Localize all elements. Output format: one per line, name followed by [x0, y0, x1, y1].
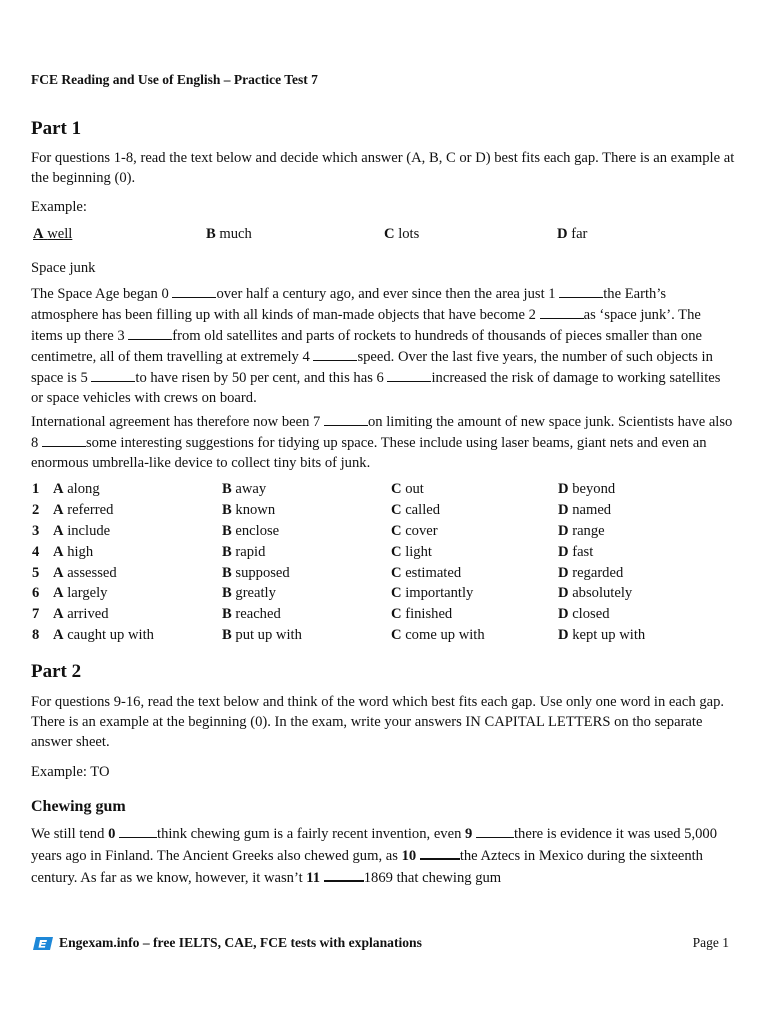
part2-instructions: For questions 9-16, read the text below and think of the word which best fits each gap. Use only one word in each gap. There is an example at the beginning (0). In the exam, write your answers IN CAPITAL LETTERS on tho separate answer sheet. — [31, 694, 725, 750]
question-row — [31, 606, 736, 627]
option-d: D kept up with — [558, 627, 646, 644]
option-b: B reached — [222, 606, 281, 623]
document-title: FCE Reading and Use of English – Practice Test 7 — [31, 72, 318, 87]
question-number: 5 — [32, 564, 40, 581]
option-a: A largely — [53, 585, 108, 602]
option-a: A high — [53, 543, 94, 560]
gap-6 — [387, 367, 431, 382]
option-a: A referred — [53, 501, 114, 518]
option-c: C come up with — [391, 627, 485, 644]
question-row — [31, 544, 736, 565]
question-number: 4 — [32, 543, 40, 560]
text-title-space-junk: Space junk — [31, 260, 96, 276]
part2-example: Example: TO — [31, 764, 110, 780]
part2-paragraph: We still tend 0 think chewing gum is a fairly recent invention, even 9 there is evidence it was used 5,000 years ago in Finland. The Ancient Greeks also chewed gum, as 10 the Aztecs in Mexico during the sixteenth century. As far as we know, however, it wasn’t 11 1869 that chewing gum — [31, 823, 736, 888]
gap-10 — [420, 844, 460, 860]
gap-3 — [128, 325, 172, 340]
option-c: C light — [391, 543, 432, 560]
option-a: A arrived — [53, 606, 109, 623]
option-c: C called — [391, 501, 441, 518]
option-b: B supposed — [222, 564, 290, 581]
gap-11 — [324, 866, 364, 882]
option-c: C cover — [391, 522, 438, 539]
question-row — [31, 502, 736, 523]
option-a: A assessed — [53, 564, 117, 581]
option-c: C out — [391, 481, 424, 497]
option-a: A along — [53, 481, 100, 497]
part1-instructions: For questions 1-8, read the text below and decide which answer (A, B, C or D) best fits each gap. There is an example at the beginning (0). — [31, 150, 735, 186]
option-b: B known — [222, 501, 276, 518]
gap-1 — [559, 283, 603, 298]
gap-2 — [540, 304, 584, 319]
question-number: 6 — [32, 585, 40, 602]
option-d: D range — [558, 522, 605, 539]
gap-0 — [119, 823, 157, 838]
option-d: D closed — [558, 606, 610, 623]
answer-options-table — [31, 481, 736, 648]
option-c: C importantly — [391, 585, 474, 602]
option-b: B rapid — [222, 543, 266, 560]
option-d: D named — [558, 501, 612, 518]
question-number: 7 — [32, 606, 40, 623]
question-row — [31, 627, 736, 648]
document-page — [31, 0, 736, 1024]
question-number: 2 — [32, 501, 40, 518]
option-b: B greatly — [222, 585, 276, 602]
gap-8 — [42, 432, 86, 447]
option-b: B away — [222, 481, 267, 497]
text-title-chewing-gum: Chewing gum — [31, 798, 126, 815]
option-a: A include — [53, 522, 111, 539]
gap-5 — [91, 367, 135, 382]
example-option-b: B much — [206, 226, 252, 242]
question-row — [31, 481, 736, 502]
gap-4 — [313, 346, 357, 361]
engexam-logo-icon — [33, 937, 53, 950]
option-a: A caught up with — [53, 627, 154, 644]
example-label: Example: — [31, 199, 87, 215]
option-d: D beyond — [558, 481, 616, 497]
option-d: D fast — [558, 543, 594, 560]
part1-heading: Part 1 — [31, 118, 82, 139]
part2-heading: Part 2 — [31, 661, 82, 682]
question-number: 8 — [32, 627, 40, 644]
gap-0 — [172, 283, 216, 298]
example-option-d: D far — [557, 226, 588, 242]
example-option-c: C lots — [384, 226, 420, 242]
option-b: B put up with — [222, 627, 302, 644]
gap-9 — [476, 823, 514, 838]
option-d: D absolutely — [558, 585, 633, 602]
option-c: C estimated — [391, 564, 462, 581]
footer — [33, 935, 422, 951]
example-options — [33, 226, 733, 246]
question-row — [31, 523, 736, 544]
gap-7 — [324, 411, 368, 426]
question-number: 3 — [32, 522, 40, 539]
footer-site-link[interactable]: Engexam.info – free IELTS, CAE, FCE tests with explanations — [59, 935, 422, 950]
page-number: Page 1 — [692, 935, 729, 950]
part1-paragraph-2: International agreement has therefore now been 7 on limiting the amount of new space junk. Scientists have also 8 some interesting suggestions for tidying up space. These include using laser beams, giant nets and even an enormous umbrella-like device to collect tiny bits of junk. — [31, 411, 736, 473]
question-row — [31, 565, 736, 586]
question-row — [31, 585, 736, 606]
option-d: D regarded — [558, 564, 624, 581]
option-b: B enclose — [222, 522, 280, 539]
part1-paragraph-1: The Space Age began 0 over half a century ago, and ever since then the area just 1 the Earth’s atmosphere has been filling up with all kinds of man-made objects that have become 2 as ‘space junk’. The items up there 3 from old satellites and parts of rockets to hundreds of thousands of pieces smaller than one centimetre, all of them travelling at extremely 4 speed. Over the last five years, the number of such objects in space is 5 to have risen by 50 per cent, and this has 6 increased the risk of damage to working satellites or space vehicles with crews on board. — [31, 283, 736, 408]
example-option-a: A well — [33, 226, 73, 242]
option-c: C finished — [391, 606, 453, 623]
question-number: 1 — [32, 481, 40, 497]
